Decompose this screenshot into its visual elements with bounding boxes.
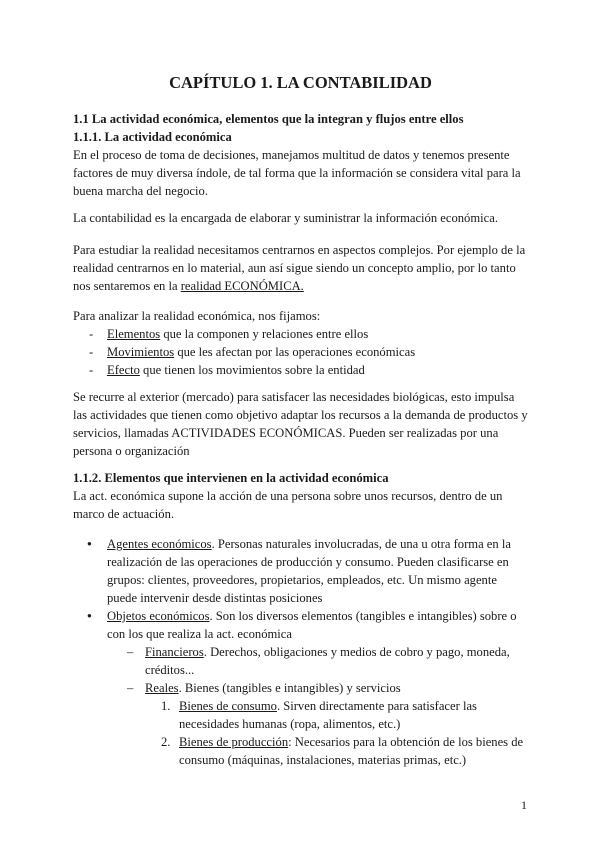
financieros-text: . Derechos, obligaciones y medios de cobro y pago, moneda, créditos... — [145, 645, 510, 677]
bullet-list — [73, 535, 528, 769]
objetos-term: Objetos económicos — [107, 609, 210, 623]
paragraph-2: La contabilidad es la encargada de elaborar y suministrar la información económica. — [73, 211, 498, 225]
reales-text: . Bienes (tangibles e intangibles) y servicios — [178, 681, 401, 695]
sub-item-financieros — [107, 643, 528, 679]
list-item-text: que les afectan por las operaciones económicas — [174, 345, 416, 359]
reales-term: Reales — [145, 681, 179, 695]
list-item-term: Efecto — [107, 363, 140, 377]
consumo-text: . Sirven directamente para satisfacer las necesidades humanas (ropa, alimentos, etc.) — [179, 699, 477, 731]
sub-item-reales — [107, 679, 528, 697]
objetos-text: . Son los diversos elementos (tangibles e intangibles) sobre o con los que realiza la act. económica — [107, 609, 517, 641]
list-item-term: Movimientos — [107, 345, 175, 359]
section-heading-1-1-1: 1.1.1. La actividad económica — [73, 130, 232, 144]
paragraph-3-text: Para estudiar la realidad necesitamos centrarnos en aspectos complejos. Por ejemplo de la realidad centrarnos en lo material, aun así sigue siendo un concepto amplio, por lo tanto nos sentaremos en la — [73, 243, 526, 293]
page-title: CAPÍTULO 1. LA CONTABILIDAD — [169, 73, 432, 92]
section-heading-1-1-2: 1.1.2. Elementos que intervienen en la actividad económica — [73, 471, 389, 485]
item-number: 1. — [161, 699, 171, 713]
list-item — [73, 343, 528, 361]
produccion-term: Bienes de producción — [179, 735, 289, 749]
agentes-term: Agentes económicos — [107, 537, 212, 551]
numbered-item-consumo — [145, 697, 528, 733]
paragraph-3 — [73, 241, 528, 295]
list-item-text: que tienen los movimientos sobre la entidad — [139, 363, 365, 377]
paragraph-6: La act. económica supone la acción de una persona sobre unos recursos, dentro de un marco de actuación. — [73, 489, 503, 521]
produccion-text: : Necesarios para la obtención de los bienes de consumo (máquinas, instalaciones, materias primas, etc.) — [179, 735, 524, 767]
item-number: 2. — [161, 735, 171, 749]
list-item — [73, 361, 528, 379]
numbered-item-produccion — [145, 733, 528, 769]
list-item — [73, 325, 528, 343]
section-heading-1-1: 1.1 La actividad económica, elementos que la integran y flujos entre ellos — [73, 112, 464, 126]
consumo-term: Bienes de consumo — [179, 699, 277, 713]
paragraph-4: Para analizar la realidad económica, nos fijamos: — [73, 309, 321, 323]
page-number: 1 — [521, 798, 527, 812]
paragraph-1: En el proceso de toma de decisiones, manejamos multitud de datos y tenemos presente factores de muy diversa índole, de tal forma que la información se considera vital para la buena marcha del negocio. — [73, 148, 521, 198]
agentes-text: . Personas naturales involucradas, de una u otra forma en la realización de las operaciones de producción y consumo. Pueden clasificarse en grupos: clientes, proveedores, propietarios, empleados, etc. Un mismo agente puede intervenir desde distintas posiciones — [107, 537, 511, 605]
realidad-economica-link: realidad ECONÓMICA. — [180, 279, 304, 293]
paragraph-5: Se recurre al exterior (mercado) para satisfacer las necesidades biológicas, esto impulsa las actividades que tienen como objetivo adaptar los recursos a la demanda de productos y servicios, llamadas ACTIVIDADES ECONÓMICAS. Pueden ser realizadas por una persona o organización — [73, 390, 528, 458]
dash-list — [73, 325, 528, 379]
bullet-agentes — [73, 535, 528, 607]
list-item-term: Elementos — [107, 327, 161, 341]
bullet-objetos — [73, 607, 528, 643]
financieros-term: Financieros — [145, 645, 204, 659]
list-item-text: que la componen y relaciones entre ellos — [160, 327, 369, 341]
